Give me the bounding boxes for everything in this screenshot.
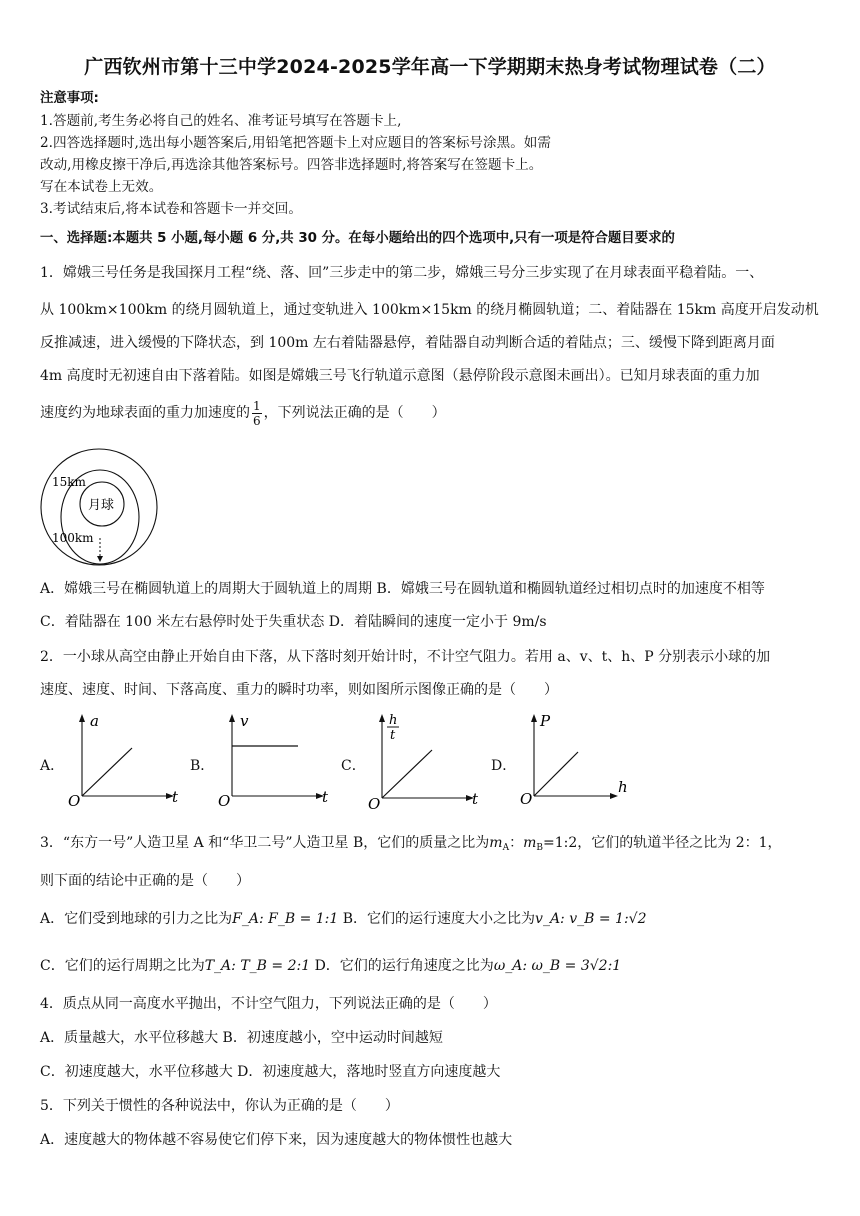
q3-options-cd <box>40 957 621 975</box>
graph-c-y-numerator: h <box>389 713 398 728</box>
q4-stem: 4．质点从同一高度水平抛出，不计空气阻力，下列说法正确的是（ ） <box>40 996 497 1012</box>
graph-d-line <box>534 752 578 796</box>
q2-option-d-letter: D． <box>491 758 517 774</box>
exam-title: 广西钦州市第十三中学2024-2025学年高一下学期期末热身考试物理试卷（二） <box>84 56 776 78</box>
label-15km: 15km <box>52 475 86 489</box>
q4-options-cd: C．初速度越大，水平位移越大 D．初速度越大，落地时竖直方向速度越大 <box>40 1064 501 1080</box>
q1-line-4: 4m 高度时无初速自由下落着陆。如图是嫦娥三号飞行轨道示意图（悬停阶段示意图未画出）。已知月球表面的重力加 <box>40 368 760 384</box>
q2-graph-a <box>64 712 194 808</box>
graph-d-x-label: h <box>618 778 628 796</box>
q3-option-a: A．它们受到地球的引力之比为 <box>40 911 233 927</box>
axis-arrow-icon <box>79 714 85 722</box>
q3-mass-b: m <box>523 835 537 851</box>
q1-options-ab: A．嫦娥三号在椭圆轨道上的周期大于圆轨道上的周期 B．嫦娥三号在圆轨道和椭圆轨道经过相切点时的加速度不相等 <box>40 581 765 597</box>
notice-heading: 注意事项: <box>40 91 99 106</box>
q3-line-1-after: ，它们的轨道半径之比为 2：1， <box>577 835 782 851</box>
axis-arrow-icon <box>229 714 235 722</box>
graph-d-y-label: P <box>540 712 551 730</box>
q2-graph-c <box>364 712 494 810</box>
q2-option-c-letter: C． <box>341 758 366 774</box>
q2-graph-d <box>516 712 646 808</box>
q3-option-c-value: T_A: T_B = 2:1 <box>204 958 311 974</box>
graph-c-origin: O <box>368 795 381 810</box>
q2-line-1: 2．一小球从高空由静止开始自由下落，从下落时刻开始计时，不计空气阻力。若用 a、v、t、h、P 分别表示小球的加 <box>40 649 771 665</box>
graph-a-y-label: a <box>90 712 99 730</box>
q3-line-2: 则下面的结论中正确的是（ ） <box>40 873 250 889</box>
q2-option-a-letter: A． <box>40 758 65 774</box>
label-moon: 月球 <box>88 498 115 513</box>
notice-line-5: 3.考试结束后,将本试卷和答题卡一并交回。 <box>40 201 302 217</box>
q3-option-a-value: F_A: F_B = 1:1 <box>232 911 339 927</box>
orbit-diagram <box>36 444 166 572</box>
graph-c-x-label: t <box>472 790 479 808</box>
graph-c-line <box>382 750 432 798</box>
q1-line-5 <box>40 396 446 430</box>
q3-mass-ratio: =1:2 <box>542 835 578 851</box>
graph-b-origin: O <box>218 792 231 808</box>
label-100km: 100km <box>52 531 94 545</box>
q3-option-b: B．它们的运行速度大小之比为 <box>342 911 536 927</box>
notice-line-1: 1.答题前,考生务必将自己的姓名、准考证号填写在答题卡上, <box>40 113 402 129</box>
graph-d-origin: O <box>520 790 533 808</box>
q1-line-5-after: ，下列说法正确的是（ ） <box>263 405 446 421</box>
q4-options-ab: A．质量越大，水平位移越大 B．初速度越小，空中运动时间越短 <box>40 1030 443 1046</box>
q2-graph-b <box>214 712 344 808</box>
axis-arrow-icon <box>531 714 537 722</box>
q5-stem: 5．下列关于惯性的各种说法中，你认为正确的是（ ） <box>40 1098 399 1114</box>
graph-c-y-denominator: t <box>390 728 396 743</box>
q1-options-cd: C．着陆器在 100 米左右悬停时处于失重状态 D．着陆瞬间的速度一定小于 9m/s <box>40 614 547 630</box>
q3-mass-a: m <box>489 835 503 851</box>
q3-option-d-value: ω_A: ω_B = 3√2:1 <box>493 958 622 974</box>
q3-option-b-value: v_A: v_B = 1:√2 <box>535 911 647 927</box>
descent-arrow-icon <box>97 556 103 562</box>
graph-a-origin: O <box>68 792 81 808</box>
graph-a-x-label: t <box>172 788 179 806</box>
notice-line-2: 2.四答选择题时,选出每小题答案后,用铅笔把答题卡上对应题目的答案标号涂黑。如需 <box>40 135 551 151</box>
q3-option-c: C．它们的运行周期之比为 <box>40 958 205 974</box>
q3-sub-a: A <box>502 843 510 853</box>
axis-arrow-icon <box>379 714 385 722</box>
q1-line-3: 反推减速，进入缓慢的下降状态，到 100m 左右着陆器悬停，着陆器自动判断合适的着陆点；三、缓慢下降到距离月面 <box>40 335 775 351</box>
q3-line-1: 3．“东方一号”人造卫星 A 和“华卫二号”人造卫星 B，它们的质量之比为$m_A$：$m_B=1:2$，它们的轨道半径之比为 2：1， <box>40 835 782 853</box>
q2-line-2: 速度、速度、时间、下落高度、重力的瞬时功率，则如图所示图像正确的是（ ） <box>40 682 558 698</box>
fraction-one-sixth <box>252 399 262 428</box>
notice-line-4: 写在本试卷上无效。 <box>40 179 163 195</box>
q1-line-5-before: 速度约为地球表面的重力加速度的 <box>40 405 250 421</box>
graph-b-y-label: v <box>240 712 249 730</box>
notice-line-3: 改动,用橡皮擦干净后,再选涂其他答案标号。四答非选择题时,将答案写在签题卡上。 <box>40 157 543 173</box>
q2-option-b-letter: B． <box>190 758 215 774</box>
fraction-denominator: 6 <box>253 413 261 428</box>
section-heading: 一、选择题:本题共 5 小题,每小题 6 分,共 30 分。在每小题给出的四个选项中,只有一项是符合题目要求的 <box>40 231 675 246</box>
graph-a-line <box>82 748 132 796</box>
q5-option-a: A．速度越大的物体越不容易使它们停下来，因为速度越大的物体惯性也越大 <box>40 1132 513 1148</box>
fraction-numerator: 1 <box>253 398 261 413</box>
q1-line-2: 从 100km×100km 的绕月圆轨道上，通过变轨进入 100km×15km 的绕月椭圆轨道；二、着陆器在 15km 高度开启发动机 <box>40 302 819 318</box>
q3-options-ab <box>40 910 647 928</box>
q3-option-d: D．它们的运行角速度之比为 <box>314 958 494 974</box>
q1-line-1: 1．嫦娥三号任务是我国探月工程“绕、落、回”三步走中的第二步，嫦娥三号分三步实现了在月球表面平稳着陆。一、 <box>40 265 764 281</box>
axis-arrow-icon <box>610 793 618 799</box>
graph-b-x-label: t <box>322 788 329 806</box>
q3-sub-b: B <box>536 843 543 853</box>
q3-line-1-before: 3．“东方一号”人造卫星 A 和“华卫二号”人造卫星 B，它们的质量之比为 <box>40 835 490 851</box>
